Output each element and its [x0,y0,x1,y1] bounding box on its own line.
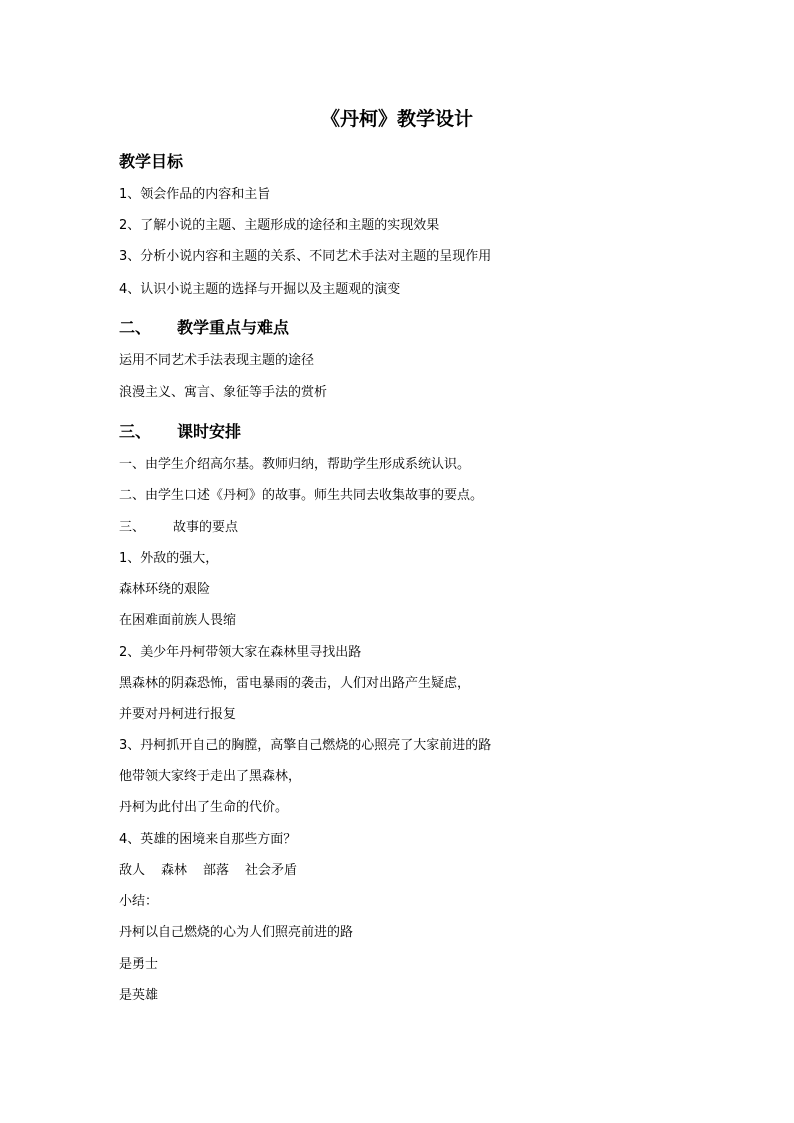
schedule-line: 一、由学生介绍高尔基。教师归纳，帮助学生形成系统认识。 [119,457,471,472]
summary-label: 小结： [119,894,159,909]
summary-line: 是英雄 [119,988,159,1003]
schedule-line: 二、由学生口述《丹柯》的故事。师生共同去收集故事的要点。 [119,488,484,503]
section-heading-text: 教学重点与难点 [177,318,290,337]
section-heading-schedule [119,419,241,442]
section-number: 三、 [119,422,152,441]
story-point: 在困难面前族人畏缩 [119,613,237,628]
factor: 敌人 [119,863,146,878]
sub-number: 三、 [119,520,146,535]
story-point: 并要对丹柯进行报复 [119,707,237,722]
sub-heading-text: 故事的要点 [173,520,239,535]
hero-factors [119,862,297,880]
section-heading-text: 课时安排 [177,422,242,441]
story-point: 2、美少年丹柯带领大家在森林里寻找出路 [119,645,362,660]
story-point: 黑森林的阴森恐怖，雷电暴雨的袭击，人们对出路产生疑虑， [119,676,471,691]
document-title: 《丹柯》教学设计 [320,108,473,130]
objective-item: 4、认识小说主题的选择与开掘以及主题观的演变 [119,282,401,297]
story-point: 丹柯为此付出了生命的代价。 [119,800,289,815]
key-point-item: 浪漫主义、寓言、象征等手法的赏析 [119,385,328,400]
story-points-heading [119,519,238,537]
story-point: 森林环绕的艰险 [119,582,211,597]
factor: 森林 [161,863,188,878]
section-heading-objectives: 教学目标 [119,152,184,171]
objective-item: 2、了解小说的主题、主题形成的途径和主题的实现效果 [119,218,440,233]
section-heading-key-points [119,315,289,338]
objective-item: 3、分析小说内容和主题的关系、不同艺术手法对主题的呈现作用 [119,249,492,264]
section-number: 二、 [119,318,152,337]
summary-line: 是勇士 [119,957,159,972]
story-point: 他带领大家终于走出了黑森林， [119,769,302,784]
key-point-item: 运用不同艺术手法表现主题的途径 [119,353,315,368]
factor: 社会矛盾 [245,863,298,878]
objective-item: 1、领会作品的内容和主旨 [119,187,271,202]
story-point: 4、英雄的困境来自那些方面？ [119,832,297,847]
story-point: 1、外敌的强大， [119,551,219,566]
factor: 部落 [203,863,230,878]
story-point: 3、丹柯抓开自己的胸膛，高擎自己燃烧的心照亮了大家前进的路 [119,738,492,753]
summary-line: 丹柯以自己燃烧的心为人们照亮前进的路 [119,925,354,940]
